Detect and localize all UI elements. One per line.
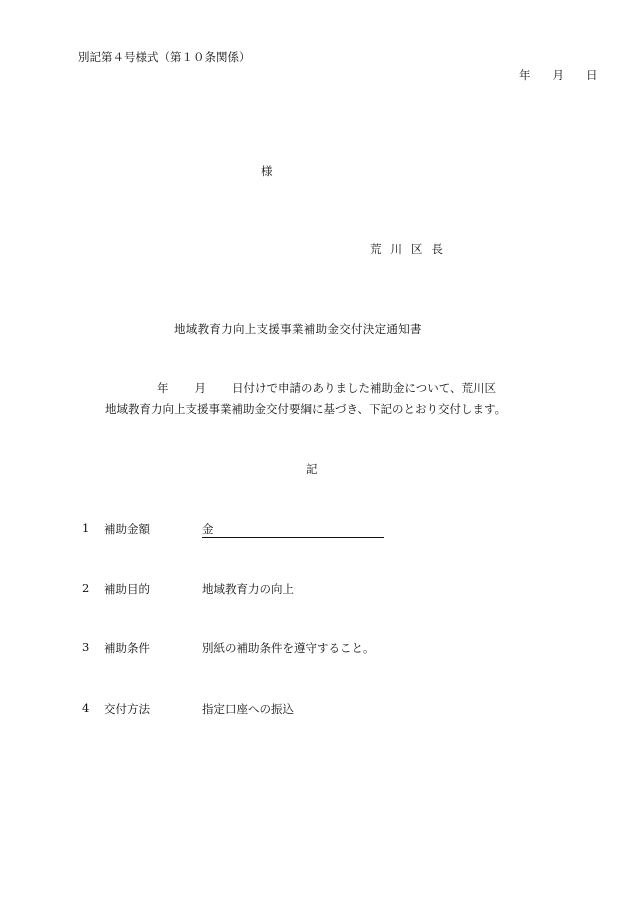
amount-prefix: 金 (202, 522, 214, 536)
form-label: 別記第４号様式（第１０条関係） (78, 50, 251, 64)
item-value: 地域教育力の向上 (202, 582, 294, 596)
sender-name: 荒川区長 (370, 242, 452, 256)
item-label: 補助条件 (104, 641, 150, 655)
date-day-label: 日 (586, 68, 598, 82)
date-year-label: 年 (519, 68, 531, 82)
item-number: 2 (82, 581, 90, 595)
item-label: 補助金額 (104, 522, 150, 536)
ki-heading: 記 (306, 462, 318, 476)
body-date-year: 年 (157, 381, 169, 395)
document-title: 地域教育力向上支援事業補助金交付決定通知書 (174, 322, 422, 336)
item-label: 交付方法 (104, 702, 150, 716)
item-value: 別紙の補助条件を遵守すること。 (202, 641, 375, 655)
item-number: 3 (82, 640, 90, 654)
item-value: 指定口座への振込 (202, 702, 294, 716)
header-date (519, 67, 598, 83)
item-number: 1 (82, 521, 90, 535)
item-value-amount (202, 521, 384, 538)
date-month-label: 月 (552, 68, 564, 82)
body-line-1-rest: 日付けで申請のありました補助金について、荒川区 (232, 381, 497, 395)
item-label: 補助目的 (104, 582, 150, 596)
recipient-honorific: 様 (261, 164, 273, 178)
body-line-1 (157, 380, 496, 396)
item-number: 4 (82, 701, 90, 715)
body-date-month: 月 (194, 381, 206, 395)
body-line-2: 地域教育力向上支援事業補助金交付要綱に基づき、下記のとおり交付します。 (105, 402, 507, 416)
amount-underline (214, 523, 384, 538)
